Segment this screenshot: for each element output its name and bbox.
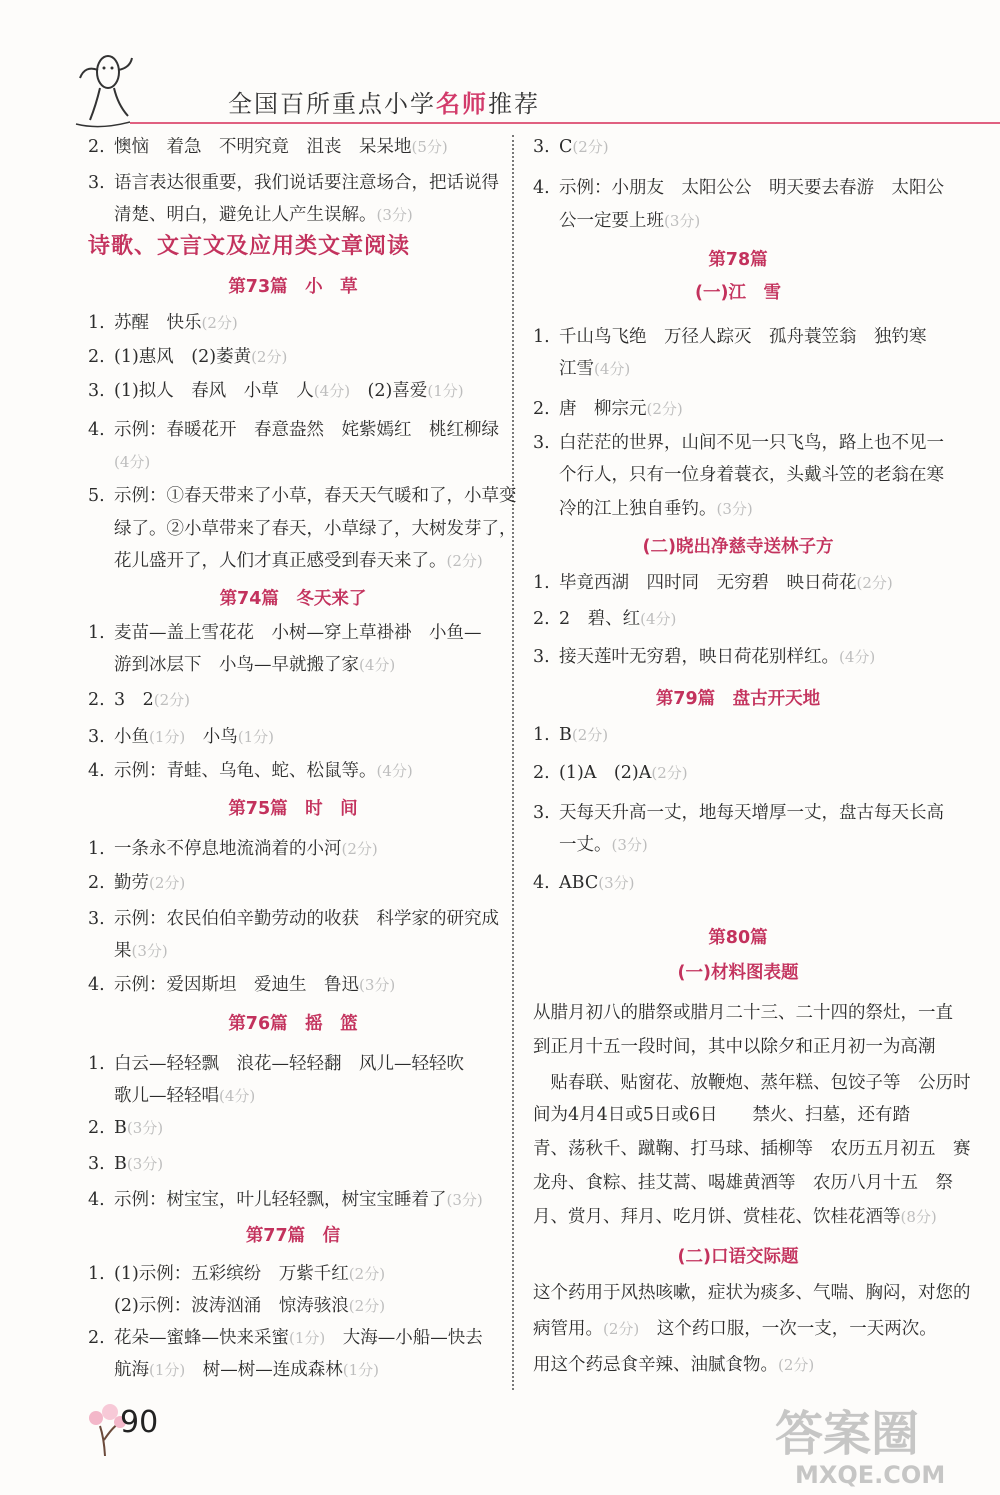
paragraph-line xyxy=(533,1170,953,1196)
answer-text: 从腊月初八的腊祭或腊月二十三、二十四的祭灶，一直 xyxy=(533,1003,953,1023)
score-label: (2分) xyxy=(646,400,683,418)
answer-line xyxy=(533,722,608,748)
question-number: 3. xyxy=(533,803,550,823)
score-label: (5分) xyxy=(411,138,448,156)
question-number: 3. xyxy=(88,1154,105,1174)
answer-text: 江雪 xyxy=(559,359,594,379)
question-number: 2. xyxy=(88,1328,105,1348)
answer-text: (1)惠风 (2)萎黄 xyxy=(114,347,252,367)
answer-text: 小鸟 xyxy=(202,727,238,747)
article-heading: 第73篇 小 草 xyxy=(228,277,358,297)
answer-line xyxy=(533,356,630,382)
answer-text: 苏醒 快乐 xyxy=(114,313,202,333)
answer-text: B xyxy=(559,725,572,745)
paragraph-line xyxy=(533,1204,937,1230)
answer-line xyxy=(533,175,944,201)
answer-line xyxy=(533,134,609,160)
answer-line xyxy=(88,972,395,998)
answer-text: 白茫茫的世界，山间不见一只飞鸟，路上也不见一 xyxy=(559,433,944,453)
mascot-illustration xyxy=(70,50,140,130)
series-title: 全国百所重点小学名师推荐 xyxy=(228,90,540,118)
answer-text: 3 2 xyxy=(114,690,154,710)
answer-text: 龙舟、食粽、挂艾蒿、喝雄黄酒等 农历八月十五 祭 xyxy=(533,1173,953,1193)
score-label: (1分) xyxy=(427,382,464,400)
answer-text: 示例：青蛙、乌龟、蛇、松鼠等。 xyxy=(114,761,377,781)
answer-line xyxy=(88,652,395,678)
answer-text: 毕竟西湖 四时同 无穷碧 映日荷花 xyxy=(559,573,857,593)
score-label: (3分) xyxy=(131,942,168,960)
score-label: (2分) xyxy=(201,314,238,332)
answer-line xyxy=(533,870,634,896)
article-heading: 第78篇 xyxy=(708,250,768,270)
answer-text: B xyxy=(114,1118,127,1138)
question-number: 3. xyxy=(88,381,105,401)
article-heading: (二)晓出净慈寺送林子方 xyxy=(642,537,834,557)
answer-text: 游到冰层下 小鸟—早就搬了家 xyxy=(114,655,359,675)
score-label: (3分) xyxy=(359,976,396,994)
score-label: (2分) xyxy=(446,552,483,570)
score-label: (2分) xyxy=(251,348,288,366)
answer-text: 示例：小朋友 太阳公公 明天要去春游 太阳公 xyxy=(559,178,944,198)
answer-line xyxy=(88,687,190,713)
question-number: 3. xyxy=(533,647,550,667)
score-label: (4分) xyxy=(313,382,351,400)
answer-text: 花朵—蜜蜂—快来采蜜 xyxy=(114,1328,289,1348)
score-label: (2分) xyxy=(153,691,191,709)
watermark-logo xyxy=(760,1395,990,1490)
answer-line xyxy=(88,378,464,404)
score-label: (8分) xyxy=(900,1208,937,1226)
answer-text: 冷的江上独自垂钓。 xyxy=(559,499,717,519)
question-number: 4. xyxy=(88,761,105,781)
section-heading: 诗歌、文言文及应用类文章阅读 xyxy=(88,234,411,259)
score-label: (4分) xyxy=(839,648,876,666)
answer-text: 清楚、明白，避免让人产生误解。 xyxy=(114,205,377,225)
question-number: 1. xyxy=(88,313,105,333)
score-label: (2分) xyxy=(348,1297,386,1315)
answer-text: 勤劳 xyxy=(114,873,149,893)
column-divider xyxy=(512,135,514,1390)
question-number: 1. xyxy=(88,839,105,859)
answer-line xyxy=(533,462,944,488)
answer-text: 示例：爱因斯坦 爱迪生 鲁迅 xyxy=(114,975,359,995)
paragraph-line xyxy=(533,1280,971,1306)
answer-text: 2 碧、红 xyxy=(559,609,641,629)
answer-text: (1)示例：五彩缤纷 万紫千红 xyxy=(114,1264,349,1284)
answer-line xyxy=(88,758,413,784)
answer-text: 千山鸟飞绝 万径人踪灭 孤舟蓑笠翁 独钓寒 xyxy=(559,327,927,347)
score-label: (1分) xyxy=(149,1361,186,1379)
answer-line xyxy=(88,483,517,509)
paragraph-line xyxy=(533,1316,937,1342)
question-number: 4. xyxy=(88,1190,105,1210)
question-number: 2. xyxy=(88,873,105,893)
answer-text: 树—树—连成森林 xyxy=(202,1360,343,1380)
score-label: (2分) xyxy=(778,1356,815,1374)
answer-text: 示例：春暖花开 春意盎然 姹紫嫣红 桃红柳绿 xyxy=(114,420,499,440)
article-heading: (一)江 雪 xyxy=(695,283,781,303)
answer-text: 麦苗—盖上雪花花 小树—穿上草褂褂 小鱼— xyxy=(114,623,482,643)
answer-line xyxy=(533,324,927,350)
question-number: 2. xyxy=(88,347,105,367)
article-heading: 第74篇 冬天来了 xyxy=(219,589,367,609)
answer-text: 小鱼 xyxy=(114,727,149,747)
header-rule xyxy=(130,122,1000,124)
article-heading: 第76篇 摇 篮 xyxy=(228,1014,358,1034)
score-label: (1分) xyxy=(289,1329,326,1347)
answer-text: 航海 xyxy=(114,1360,149,1380)
answer-line xyxy=(88,906,499,932)
answer-text: 天每天升高一丈，地每天增厚一丈，盘古每天长高 xyxy=(559,803,944,823)
answer-text: 唐 柳宗元 xyxy=(559,399,647,419)
answer-text: 示例：农民伯伯辛勤劳动的收获 科学家的研究成 xyxy=(114,909,499,929)
answer-line xyxy=(88,1051,464,1077)
answer-text: 花儿盛开了，人们才真正感受到春天来了。 xyxy=(114,551,447,571)
question-number: 1. xyxy=(88,1054,105,1074)
score-label: (3分) xyxy=(598,874,635,892)
answer-line xyxy=(88,449,150,475)
answer-text: (2)示例：波涛汹涌 惊涛骇浪 xyxy=(114,1296,349,1316)
answer-line xyxy=(88,548,483,574)
score-label: (2分) xyxy=(603,1320,640,1338)
answer-text: 一丈。 xyxy=(559,835,612,855)
score-label: (3分) xyxy=(716,500,753,518)
answer-line xyxy=(88,202,413,228)
answer-line xyxy=(88,516,517,542)
answer-line xyxy=(533,570,893,596)
score-label: (4分) xyxy=(594,360,631,378)
score-label: (2分) xyxy=(341,840,378,858)
answer-line xyxy=(88,344,287,370)
score-label: (2分) xyxy=(856,574,893,592)
answer-line xyxy=(533,606,676,632)
answer-text: (2)喜爱 xyxy=(367,381,428,401)
question-number: 3. xyxy=(88,173,105,193)
paragraph-line xyxy=(533,1102,910,1128)
score-label: (2分) xyxy=(571,726,609,744)
answer-line xyxy=(533,396,683,422)
answer-line xyxy=(88,938,168,964)
article-heading: 第77篇 信 xyxy=(245,1226,341,1246)
score-label: (2分) xyxy=(149,874,186,892)
watermark-top: 答案圈 xyxy=(775,1406,920,1462)
answer-text: 这个药口服，一次一支，一天两次。 xyxy=(656,1319,937,1339)
question-number: 4. xyxy=(88,975,105,995)
score-label: (2分) xyxy=(348,1265,386,1283)
answer-line xyxy=(88,1357,379,1383)
question-number: 2. xyxy=(533,763,550,783)
question-number: 2. xyxy=(533,399,550,419)
answer-text: 一条永不停息地流淌着的小河 xyxy=(114,839,342,859)
question-number: 2. xyxy=(533,609,550,629)
answer-line xyxy=(88,134,448,160)
answer-text: (1)A (2)A xyxy=(559,763,652,783)
score-label: (4分) xyxy=(219,1087,256,1105)
answer-text: 示例：树宝宝，叶儿轻轻飘，树宝宝睡着了 xyxy=(114,1190,447,1210)
paragraph-line xyxy=(533,1352,814,1378)
answer-text: 歌儿—轻轻唱 xyxy=(114,1086,219,1106)
question-number: 4. xyxy=(88,420,105,440)
article-heading: 第75篇 时 间 xyxy=(228,799,358,819)
answer-line xyxy=(88,724,274,750)
paragraph-line xyxy=(533,1136,971,1162)
question-number: 3. xyxy=(88,909,105,929)
answer-text: 白云—轻轻飘 浪花—轻轻翻 风儿—轻轻吹 xyxy=(114,1054,464,1074)
score-label: (4分) xyxy=(376,762,413,780)
answer-text: 间为4月4日或5日或6日 禁火、扫墓，还有踏 xyxy=(533,1105,911,1125)
answer-line xyxy=(533,832,648,858)
answer-line xyxy=(533,208,700,234)
score-label: (1分) xyxy=(237,728,274,746)
question-number: 3. xyxy=(533,433,550,453)
answer-line xyxy=(88,1293,385,1319)
score-label: (2分) xyxy=(651,764,688,782)
question-number: 2. xyxy=(88,137,105,157)
score-label: (3分) xyxy=(446,1191,483,1209)
paragraph-line xyxy=(533,1070,971,1096)
answer-line xyxy=(533,644,875,670)
question-number: 1. xyxy=(88,1264,105,1284)
answer-text: 果 xyxy=(114,941,132,961)
score-label: (3分) xyxy=(126,1155,164,1173)
page-number: 90 xyxy=(120,1405,159,1440)
score-label: (3分) xyxy=(611,836,648,854)
question-number: 5. xyxy=(88,486,105,506)
answer-text: (1)拟人 春风 小草 人 xyxy=(114,381,314,401)
score-label: (4分) xyxy=(359,656,396,674)
answer-text: 绿了。②小草带来了春天，小草绿了，大树发芽了， xyxy=(114,519,517,539)
score-label: (1分) xyxy=(149,728,186,746)
answer-text: ABC xyxy=(559,873,599,893)
answer-line xyxy=(88,170,499,196)
question-number: 2. xyxy=(88,690,105,710)
answer-text: 青、荡秋千、蹴鞠、打马球、插柳等 农历五月初五 赛 xyxy=(533,1139,971,1159)
score-label: (3分) xyxy=(664,212,701,230)
question-number: 4. xyxy=(533,873,550,893)
answer-line xyxy=(533,430,944,456)
answer-line xyxy=(88,1261,385,1287)
answer-text: 示例：①春天带来了小草，春天天气暖和了，小草变 xyxy=(114,486,517,506)
answer-text: 这个药用于风热咳嗽，症状为痰多、气喘、胸闷，对您的 xyxy=(533,1283,971,1303)
answer-line xyxy=(88,870,185,896)
answer-line xyxy=(533,496,753,522)
answer-line xyxy=(88,1115,163,1141)
answer-line xyxy=(533,760,688,786)
answer-text: 个行人，只有一位身着蓑衣，头戴斗笠的老翁在寒 xyxy=(559,465,944,485)
answer-text: B xyxy=(114,1154,127,1174)
article-heading: 第79篇 盘古开天地 xyxy=(655,689,821,709)
answer-line xyxy=(88,1083,255,1109)
answer-text: 月、赏月、拜月、吃月饼、赏桂花、饮桂花酒等 xyxy=(533,1207,901,1227)
question-number: 1. xyxy=(533,725,550,745)
paragraph-line xyxy=(533,1000,953,1026)
answer-line xyxy=(88,417,499,443)
answer-line xyxy=(88,310,238,336)
question-number: 1. xyxy=(533,573,550,593)
article-heading: (二)口语交际题 xyxy=(677,1247,799,1267)
answer-text: 到正月十五一段时间，其中以除夕和正月初一为高潮 xyxy=(533,1037,936,1057)
answer-line xyxy=(88,1325,483,1351)
watermark-bottom: MXQE.COM xyxy=(795,1461,946,1489)
score-label: (2分) xyxy=(572,138,609,156)
article-heading: (一)材料图表题 xyxy=(677,963,799,983)
answer-text: 公一定要上班 xyxy=(559,211,664,231)
answer-text: 大海—小船—快去 xyxy=(342,1328,483,1348)
page-header xyxy=(0,0,1000,140)
question-number: 4. xyxy=(533,178,550,198)
answer-text: 接天莲叶无穷碧，映日荷花别样红。 xyxy=(559,647,839,667)
question-number: 2. xyxy=(88,1118,105,1138)
score-label: (1分) xyxy=(342,1361,379,1379)
question-number: 3. xyxy=(88,727,105,747)
answer-line xyxy=(88,1187,483,1213)
answer-text: 语言表达很重要，我们说话要注意场合，把话说得 xyxy=(114,173,499,193)
answer-text: 懊恼 着急 不明究竟 沮丧 呆呆地 xyxy=(114,137,412,157)
answer-text: C xyxy=(559,137,573,157)
score-label: (4分) xyxy=(640,610,677,628)
answer-text: 用这个药忌食辛辣、油腻食物。 xyxy=(533,1355,778,1375)
question-number: 1. xyxy=(533,327,550,347)
question-number: 1. xyxy=(88,623,105,643)
score-label: (3分) xyxy=(126,1119,164,1137)
answer-line xyxy=(533,800,944,826)
answer-text: 贴春联、贴窗花、放鞭炮、蒸年糕、包饺子等 公历时 xyxy=(533,1073,971,1093)
answer-line xyxy=(88,836,378,862)
answer-line xyxy=(88,620,482,646)
question-number: 3. xyxy=(533,137,550,157)
answer-text: 病管用。 xyxy=(533,1319,603,1339)
paragraph-line xyxy=(533,1034,936,1060)
score-label: (4分) xyxy=(114,453,151,471)
article-heading: 第80篇 xyxy=(708,928,768,948)
score-label: (3分) xyxy=(376,206,413,224)
answer-line xyxy=(88,1151,163,1177)
